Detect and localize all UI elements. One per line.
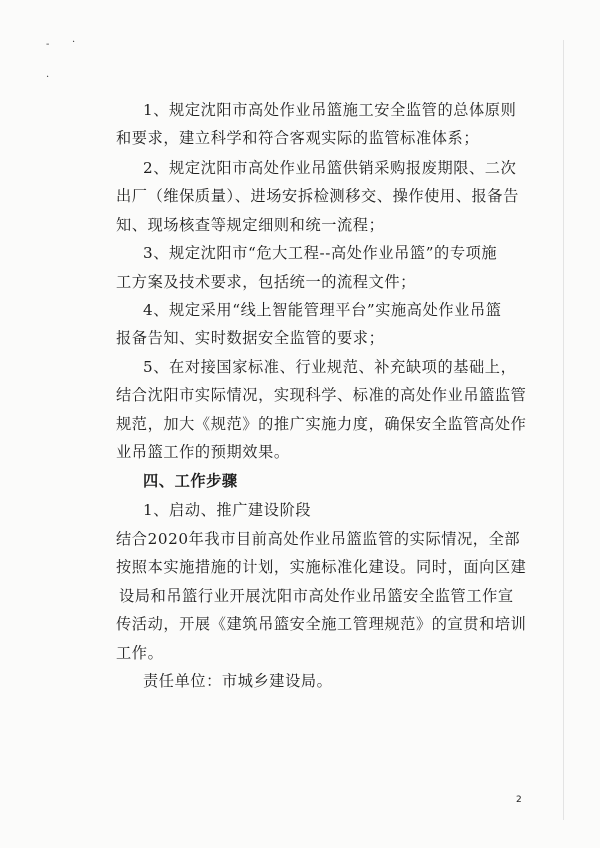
section-heading: 四、工作步骤 [143,472,238,490]
text-line: 出厂（维保质量）、进场安拆检测移交、操作使用、报备告 [116,187,519,205]
text-line: 5、在对接国家标准、行业规范、补充缺项的基础上， [143,358,517,376]
text-line: 结合2020年我市目前高处作业吊篮监管的实际情况，全部 [116,530,521,548]
text-line: 传活动，开展《建筑吊篮安全施工管理规范》的宣贯和培训 [116,615,527,633]
text-line: 工作。 [116,644,164,662]
text-line: 业吊篮工作的预期效果。 [116,443,290,461]
text-line: 2、规定沈阳市高处作业吊篮供销采购报废期限、二次 [143,159,517,177]
scan-mark: · [72,37,76,48]
scan-edge-line [563,40,564,820]
text-line: 报备告知、实时数据安全监管的要求； [116,329,385,347]
text-line: 1、规定沈阳市高处作业吊篮施工安全监管的总体原则 [143,101,517,119]
scan-mark: - [46,39,50,50]
subsection-heading: 1、启动、推广建设阶段 [143,501,312,519]
text-line: 规范，加大《规范》的推广实施力度，确保安全监管高处作 [116,415,527,433]
text-line: 设局和吊篮行业开展沈阳市高处作业吊篮安全监管工作宣 [119,587,514,605]
text-line: 3、规定沈阳市“危大工程--高处作业吊篮”的专项施 [143,244,498,262]
text-line: 和要求，建立科学和符合客观实际的监管标准体系； [116,129,480,147]
text-line: 结合沈阳市实际情况，实现科学、标准的高处作业吊篮监管 [116,386,527,404]
text-line: 工方案及技术要求，包括统一的流程文件； [116,273,416,291]
text-line: 知、现场核查等规定细则和统一流程； [116,216,385,234]
text-line: 4、规定采用“线上智能管理平台”实施高处作业吊篮 [143,301,502,319]
scan-mark: · [46,72,50,83]
responsible-unit: 责任单位：市城乡建设局。 [143,672,333,690]
page-number: 2 [516,795,522,805]
text-line: 按照本实施措施的计划，实施标准化建设。同时，面向区建 [116,558,527,576]
